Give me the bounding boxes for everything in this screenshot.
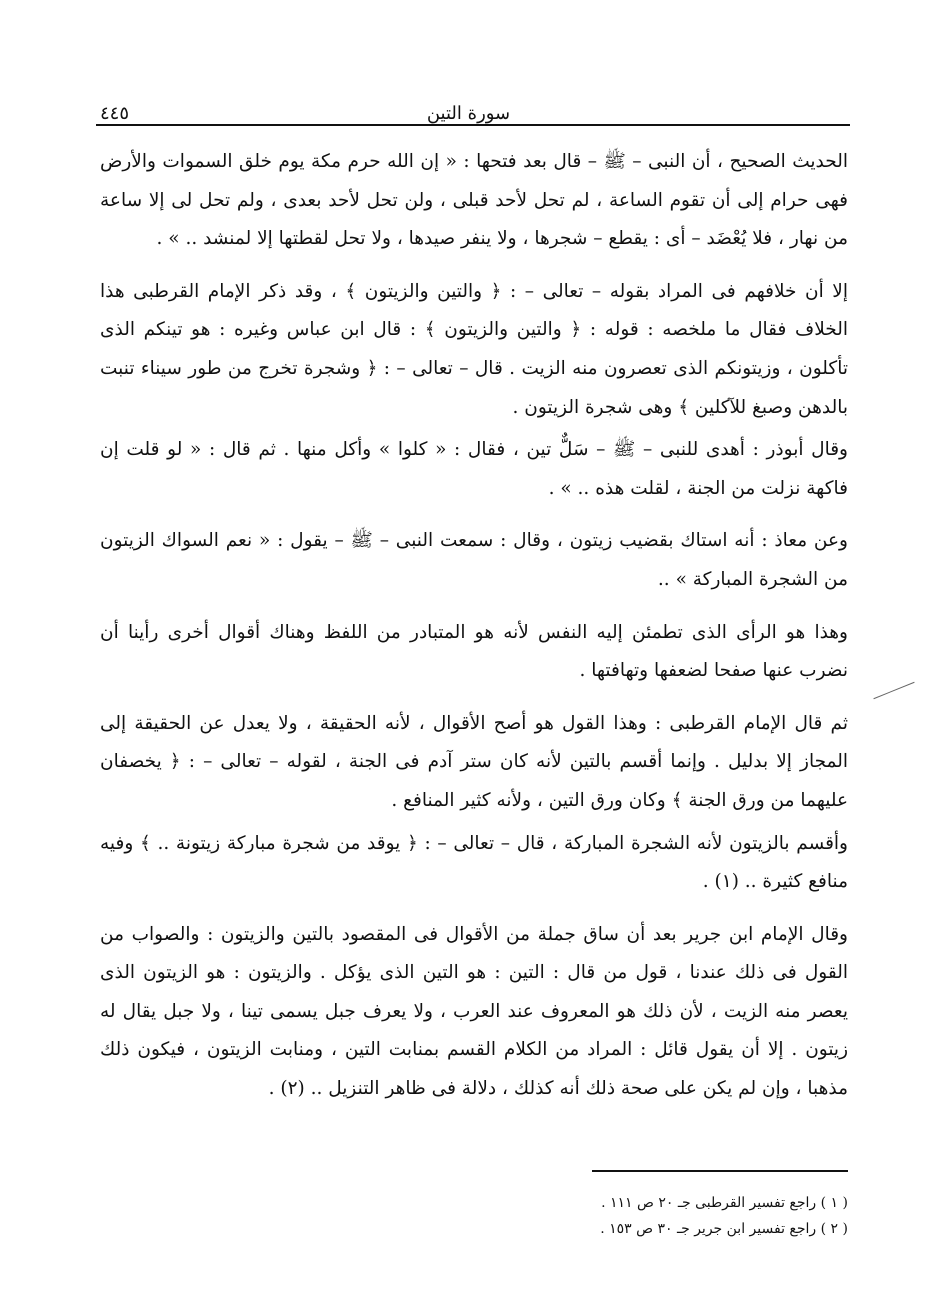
paragraph: ثم قال الإمام القرطبى : وهذا القول هو أصح الأقوال ، لأنه الحقيقة ، ولا يعدل عن الحقيقة إلى المجاز إلا بدليل . وإنما أقسم بالتين لأنه كان ستر آدم فى الجنة ، لقوله – تعالى – : ﴿ يخصفان عليهما من ورق الجنة ﴾ وكان ورق التين ، ولأنه كثير المنافع . bbox=[100, 712, 848, 811]
footnote: ( ١ ) راجع تفسير القرطبى جـ ٢٠ ص ١١١ . bbox=[601, 1195, 848, 1211]
header-rule bbox=[96, 124, 850, 126]
paragraph: وقال الإمام ابن جرير بعد أن ساق جملة من الأقوال فى المقصود بالتين والزيتون : والصواب من القول فى ذلك عندنا ، قول من قال : التين : هو التين الذى يؤكل . والزيتون : هو الزيتون الذى يعصر منه الزيت ، لأن ذلك هو المعروف عند العرب ، ولا يعرف جبل يسمى تينا ، ولا جبل يقال له زيتون . إلا أن يقول قائل : المراد من الكلام القسم بمنابت التين ، ومنابت الزيتون ، فيكون ذلك مذهبا ، وإن لم يكن على صحة ذلك أنه كذلك ، دلالة فى ظاهر التنزيل .. (٢) . bbox=[100, 923, 848, 1100]
footnote: ( ٢ ) راجع تفسير ابن جرير جـ ٣٠ ص ١٥٣ . bbox=[600, 1221, 848, 1237]
paragraph: وأقسم بالزيتون لأنه الشجرة المباركة ، قال – تعالى – : ﴿ يوقد من شجرة مباركة زيتونة .. ﴾ وفيه منافع كثيرة .. (١) . bbox=[100, 832, 848, 893]
paragraph: وهذا هو الرأى الذى تطمئن إليه النفس لأنه هو المتبادر من اللفظ وهناك أقوال أخرى رأينا أن نضرب عنها صفحا لضعفها وتهافتها . bbox=[100, 621, 848, 682]
paragraph: إلا أن خلافهم فى المراد بقوله – تعالى – : ﴿ والتين والزيتون ﴾ ، وقد ذكر الإمام القرطبى هذا الخلاف فقال ما ملخصه : قوله : ﴿ والتين والزيتون ﴾ : قال ابن عباس وغيره : هو تينكم الذى تأكلون ، وزيتونكم الذى تعصرون منه الزيت . قال – تعالى – : ﴿ وشجرة تخرج من طور سيناء تنبت بالدهن وصبغ للآكلين ﴾ وهى شجرة الزيتون . bbox=[100, 280, 848, 418]
margin-mark bbox=[873, 682, 914, 699]
footnote-rule bbox=[592, 1170, 848, 1172]
footnotes bbox=[100, 1190, 848, 1242]
page-number: ٤٤٥ bbox=[100, 103, 130, 124]
paragraph: وقال أبوذر : أهدى للنبى – ﷺ – سَلٌّ تين ، فقال : « كلوا » وأكل منها . ثم قال : « لو قلت إن فاكهة نزلت من الجنة ، لقلت هذه .. » . bbox=[100, 439, 848, 499]
paragraph: الحديث الصحيح ، أن النبى – ﷺ – قال بعد فتحها : « إن الله حرم مكة يوم خلق السموات والأرض فهى حرام إلى أن تقوم الساعة ، لم تحل لأحد قبلى ، ولن تحل لأحد بعدى ، ولم تحل لى إلا ساعة من نهار ، فلا يُعْضَد – أى : يقطع – شجرها ، ولا ينفر صيدها ، ولا تحل لقطتها إلا لمنشد .. » . bbox=[100, 151, 848, 250]
surah-title: سورة التين bbox=[426, 103, 511, 124]
paragraph: وعن معاذ : أنه استاك بقضيب زيتون ، وقال : سمعت النبى – ﷺ – يقول : « نعم السواك الزيتون من الشجرة المباركة » .. bbox=[100, 530, 848, 590]
main-text bbox=[100, 143, 848, 1123]
page-header bbox=[100, 84, 848, 124]
